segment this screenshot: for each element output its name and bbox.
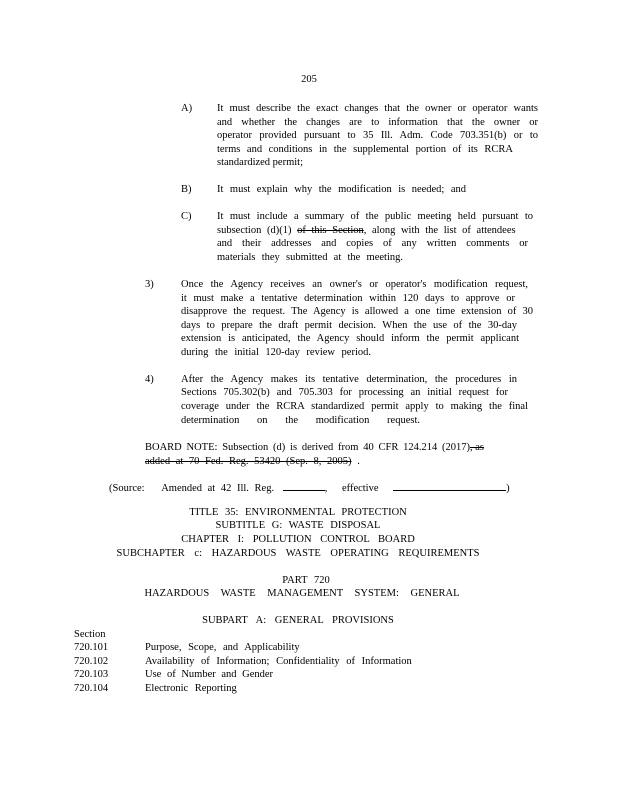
item-c-line: materials they submitted at the meeting. bbox=[217, 252, 403, 263]
item-3-line: Once the Agency receives an owner's or operator's modification request, bbox=[181, 279, 528, 290]
item-4-line: determination on the modification request. bbox=[181, 415, 420, 426]
item-b-line: It must explain why the modification is needed; and bbox=[217, 184, 466, 195]
deleted-text: of this Section bbox=[297, 225, 364, 236]
toc-section-title: Use of Number and Gender bbox=[145, 669, 274, 680]
part-name-heading: HAZARDOUS WASTE MANAGEMENT SYSTEM: GENERAL bbox=[144, 588, 460, 599]
item-4-line: Sections 705.302(b) and 705.303 for processing an initial request for bbox=[181, 387, 508, 398]
effective-date-blank bbox=[393, 480, 506, 491]
source-open: (Source: bbox=[109, 483, 145, 494]
page-number: 205 bbox=[301, 74, 317, 85]
item-a-line: operator provided pursuant to 35 Ill. Adm. Code 703.351(b) or to bbox=[217, 130, 538, 141]
subpart-heading: SUBPART A: GENERAL PROVISIONS bbox=[202, 615, 394, 626]
item-a-label: A) bbox=[181, 103, 193, 114]
item-c-text: , along with the list of attendees bbox=[363, 225, 516, 236]
item-3-line: during the initial 120-day review period. bbox=[181, 347, 371, 358]
item-c-line bbox=[217, 224, 516, 237]
item-a-line: It must describe the exact changes that the owner or operator wants bbox=[217, 103, 538, 114]
board-note-line2 bbox=[145, 455, 360, 468]
title-heading: TITLE 35: ENVIRONMENTAL PROTECTION bbox=[189, 507, 407, 518]
item-c-line: It must include a summary of the public meeting held pursuant to bbox=[217, 211, 533, 222]
item-3-line: days to prepare the draft permit decision. When the use of the 30-day bbox=[181, 320, 517, 331]
chapter-heading: CHAPTER I: POLLUTION CONTROL BOARD bbox=[181, 534, 415, 545]
board-note-text: BOARD NOTE: Subsection (d) is derived from 40 CFR 124.214 (2017) bbox=[145, 442, 470, 453]
section-column-header: Section bbox=[74, 629, 106, 640]
item-a-line: terms and conditions in the supplemental portion of its RCRA bbox=[217, 144, 513, 155]
item-4-line: coverage under the RCRA standardized permit apply to making the final bbox=[181, 401, 528, 412]
source-close: ) bbox=[506, 483, 510, 494]
item-a-line: standardized permit; bbox=[217, 157, 304, 168]
source-comma: , bbox=[324, 483, 328, 494]
item-3-label: 3) bbox=[145, 279, 154, 290]
item-3-line: it must make a tentative determination within 120 days to approve or bbox=[181, 293, 515, 304]
item-c-text: subsection (d)(1) bbox=[217, 225, 292, 236]
deleted-text: added at 70 Fed. Reg. 53420 (Sep. 8, 2005) bbox=[145, 456, 352, 467]
subtitle-heading: SUBTITLE G: WASTE DISPOSAL bbox=[215, 520, 381, 531]
toc-section-number: 720.101 bbox=[74, 642, 109, 653]
item-3-line: disapprove the request. The Agency is allowed a one time extension of 30 bbox=[181, 306, 533, 317]
item-3-line: extension is anticipated, the Agency should inform the permit applicant bbox=[181, 333, 519, 344]
toc-section-number: 720.103 bbox=[74, 669, 109, 680]
subchapter-heading: SUBCHAPTER c: HAZARDOUS WASTE OPERATING REQUIREMENTS bbox=[116, 548, 480, 559]
source-effective: effective bbox=[341, 483, 379, 494]
deleted-text: , as bbox=[470, 442, 484, 453]
toc-section-number: 720.102 bbox=[74, 656, 109, 667]
toc-section-title: Electronic Reporting bbox=[145, 683, 237, 694]
item-4-line: After the Agency makes its tentative determination, the procedures in bbox=[181, 374, 517, 385]
toc-section-title: Availability of Information; Confidentiality of Information bbox=[145, 656, 412, 667]
item-c-line: and their addresses and copies of any written comments or bbox=[217, 238, 528, 249]
board-note-end: . bbox=[357, 456, 360, 467]
item-a-line: and whether the changes are to information that the owner or bbox=[217, 117, 538, 128]
board-note bbox=[145, 441, 484, 454]
item-b-label: B) bbox=[181, 184, 192, 195]
source-line bbox=[109, 480, 510, 495]
toc-section-title: Purpose, Scope, and Applicability bbox=[145, 642, 300, 653]
source-text: Amended at 42 Ill. Reg. bbox=[161, 483, 275, 494]
item-4-label: 4) bbox=[145, 374, 154, 385]
toc-section-number: 720.104 bbox=[74, 683, 109, 694]
item-c-label: C) bbox=[181, 211, 192, 222]
part-heading: PART 720 bbox=[282, 575, 330, 586]
register-page-blank bbox=[283, 480, 325, 491]
